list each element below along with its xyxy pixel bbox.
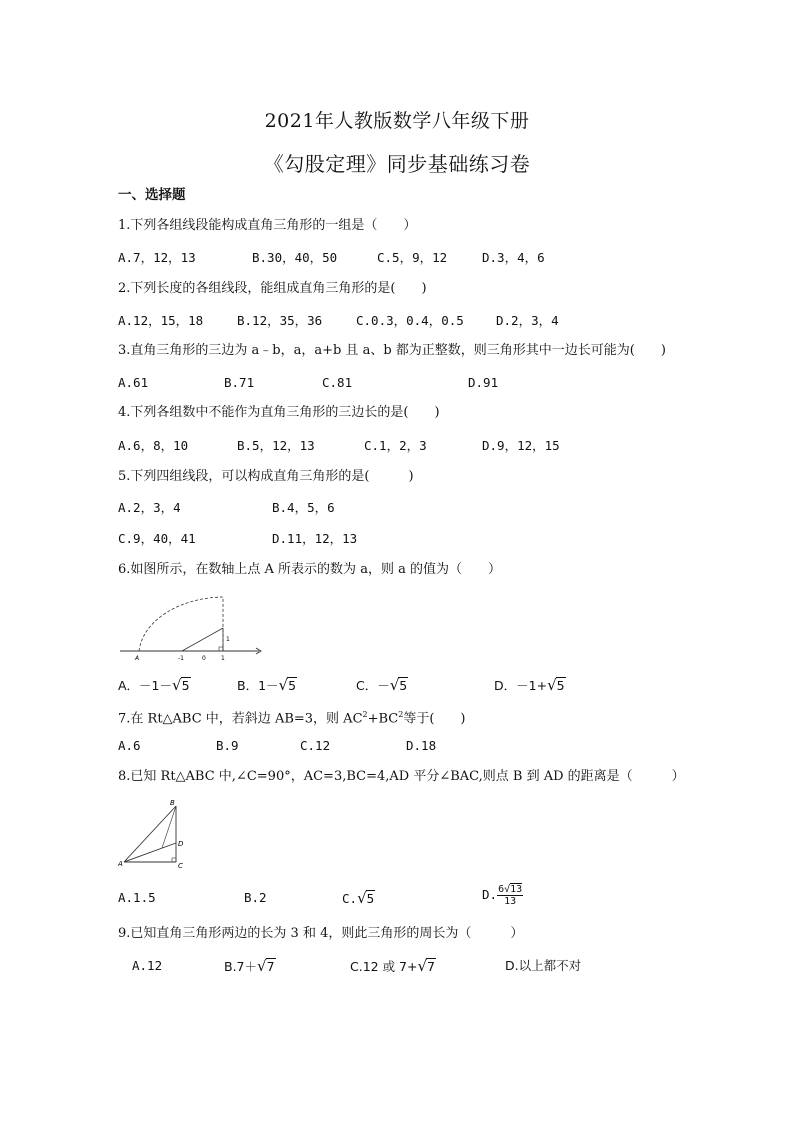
radicand: 7 — [266, 959, 275, 974]
side-ab — [124, 806, 176, 862]
radicand: 5 — [288, 678, 297, 693]
q7-stem-part: 等于( ) — [403, 711, 466, 727]
label-side-1: 1 — [226, 636, 230, 643]
sqrt-expression: √5 — [547, 676, 565, 694]
q3-option-c: C.81 — [322, 375, 353, 390]
q9-option-c-text: C.12 或 7+ — [350, 959, 418, 974]
hypotenuse — [182, 628, 223, 651]
q7-stem-part: +BC — [367, 711, 399, 727]
bisector-ad — [124, 843, 176, 862]
q5-option-d: D.11，12，13 — [272, 531, 358, 546]
coefficient: 6 — [498, 884, 505, 895]
q6-option-b-text: B．1－ — [237, 678, 279, 693]
title-line-1: 2021年人教版数学八年级下册 — [264, 110, 530, 132]
question-8: 8.已知 Rt△ABC 中,∠C=90°，AC=3,BC=4,AD 平分∠BAC,则点 B 到 AD 的距离是（ ） — [118, 769, 685, 784]
q8-option-c — [342, 889, 375, 908]
title-line-2: 《勾股定理》同步基础练习卷 — [263, 152, 531, 176]
sqrt-expression: √5 — [278, 676, 297, 694]
question-4: 4.下列各组数中不能作为直角三角形的三边长的是( ) — [118, 405, 440, 420]
label-c: C — [178, 862, 183, 870]
q4-option-d: D.9，12，15 — [482, 438, 560, 453]
q9-option-c — [350, 957, 436, 976]
right-angle-mark — [172, 858, 176, 862]
fraction — [497, 884, 523, 907]
label-d: D — [178, 840, 184, 848]
sqrt-expression: √7 — [257, 957, 275, 975]
q9-option-b-text: B.7＋ — [224, 959, 258, 974]
sqrt-expression: √5 — [172, 676, 190, 694]
q5-option-c: C.9，40，41 — [118, 531, 196, 546]
q1-option-d: D.3，4，6 — [482, 250, 545, 265]
q6-option-c-text: C．－ — [356, 678, 390, 693]
superscript: 2 — [362, 710, 368, 719]
q1-option-b: B.30，40，50 — [252, 250, 338, 265]
section-heading: 一、选择题 — [118, 187, 186, 203]
fraction-numerator: 6√13 — [498, 884, 523, 895]
dashed-arc — [139, 597, 223, 651]
q5-option-b: B.4，5，6 — [272, 500, 335, 515]
question-2: 2.下列长度的各组线段，能组成直角三角形的是( ) — [118, 281, 427, 296]
question-6: 6.如图所示，在数轴上点 A 所表示的数为 a，则 a 的值为（ ） — [118, 562, 501, 577]
q3-option-b: B.71 — [224, 375, 255, 390]
radicand: 5 — [556, 678, 565, 693]
perpendicular-from-b — [162, 806, 176, 848]
q2-option-b: B.12，35，36 — [237, 313, 323, 328]
q8-option-d — [482, 884, 523, 907]
q8-option-a: A.1.5 — [118, 890, 156, 905]
radicand: 13 — [510, 884, 523, 895]
q2-option-c: C.0.3，0.4，0.5 — [356, 313, 464, 328]
q6-option-c — [356, 676, 408, 695]
q3-option-a: A.61 — [118, 375, 149, 390]
radicand: 5 — [181, 678, 190, 693]
sqrt-expression: √5 — [357, 889, 375, 907]
label-minus-1: -1 — [178, 655, 184, 662]
question-9: 9.已知直角三角形两边的长为 3 和 4，则此三角形的周长为（ ） — [118, 926, 524, 941]
q6-option-a-text: A．－1－ — [118, 678, 173, 693]
q3-option-d: D.91 — [468, 375, 499, 390]
q9-option-a: A.12 — [132, 958, 163, 973]
q6-option-a — [118, 676, 191, 695]
q7-option-b: B.9 — [216, 738, 239, 753]
q8-option-d-text: D. — [482, 887, 498, 902]
label-a: A — [118, 860, 123, 868]
radicand: 5 — [366, 891, 375, 906]
q7-stem-part: 7.在 Rt△ABC 中，若斜边 AB=3，则 AC — [118, 711, 363, 727]
label-0: 0 — [202, 655, 206, 662]
q1-option-c: C.5，9，12 — [377, 250, 448, 265]
label-1: 1 — [221, 655, 225, 662]
question-5: 5.下列四组线段，可以构成直角三角形的是( ) — [118, 469, 414, 484]
superscript: 2 — [398, 710, 404, 719]
q5-option-a: A.2，3，4 — [118, 500, 181, 515]
q6-option-b — [237, 676, 297, 695]
number-line-figure — [116, 592, 266, 662]
q4-option-c: C.1，2，3 — [364, 438, 427, 453]
q1-option-a: A.7，12，13 — [118, 250, 196, 265]
question-1: 1.下列各组线段能构成直角三角形的一组是（ ） — [118, 218, 417, 233]
q4-option-a: A.6，8，10 — [118, 438, 189, 453]
q7-option-a: A.6 — [118, 738, 141, 753]
triangle-figure — [118, 796, 188, 872]
q6-option-d — [494, 676, 566, 695]
radicand: 7 — [427, 959, 435, 974]
label-b: B — [170, 799, 175, 807]
q8-option-c-text: C. — [342, 891, 358, 906]
sqrt-expression: √5 — [389, 676, 408, 694]
radicand: 5 — [399, 678, 408, 693]
q4-option-b: B.5，12，13 — [237, 438, 315, 453]
right-angle-mark — [219, 647, 223, 651]
question-3: 3.直角三角形的三边为 a﹣b，a，a+b 且 a、b 都为正整数，则三角形其中一边长可能为( ) — [118, 343, 666, 358]
sqrt-expression: √7 — [417, 957, 435, 975]
question-7 — [118, 706, 466, 728]
q2-option-a: A.12，15，18 — [118, 313, 204, 328]
q7-option-c: C.12 — [300, 738, 331, 753]
fraction-denominator: 13 — [504, 896, 517, 907]
label-a: A — [135, 655, 140, 662]
q7-option-d: D.18 — [406, 738, 437, 753]
q9-option-b — [224, 957, 276, 976]
q2-option-d: D.2，3，4 — [496, 313, 559, 328]
q6-option-d-text: D．－1+ — [494, 678, 548, 693]
q8-option-b: B.2 — [244, 890, 267, 905]
q9-option-d: D.以上都不对 — [505, 958, 582, 973]
